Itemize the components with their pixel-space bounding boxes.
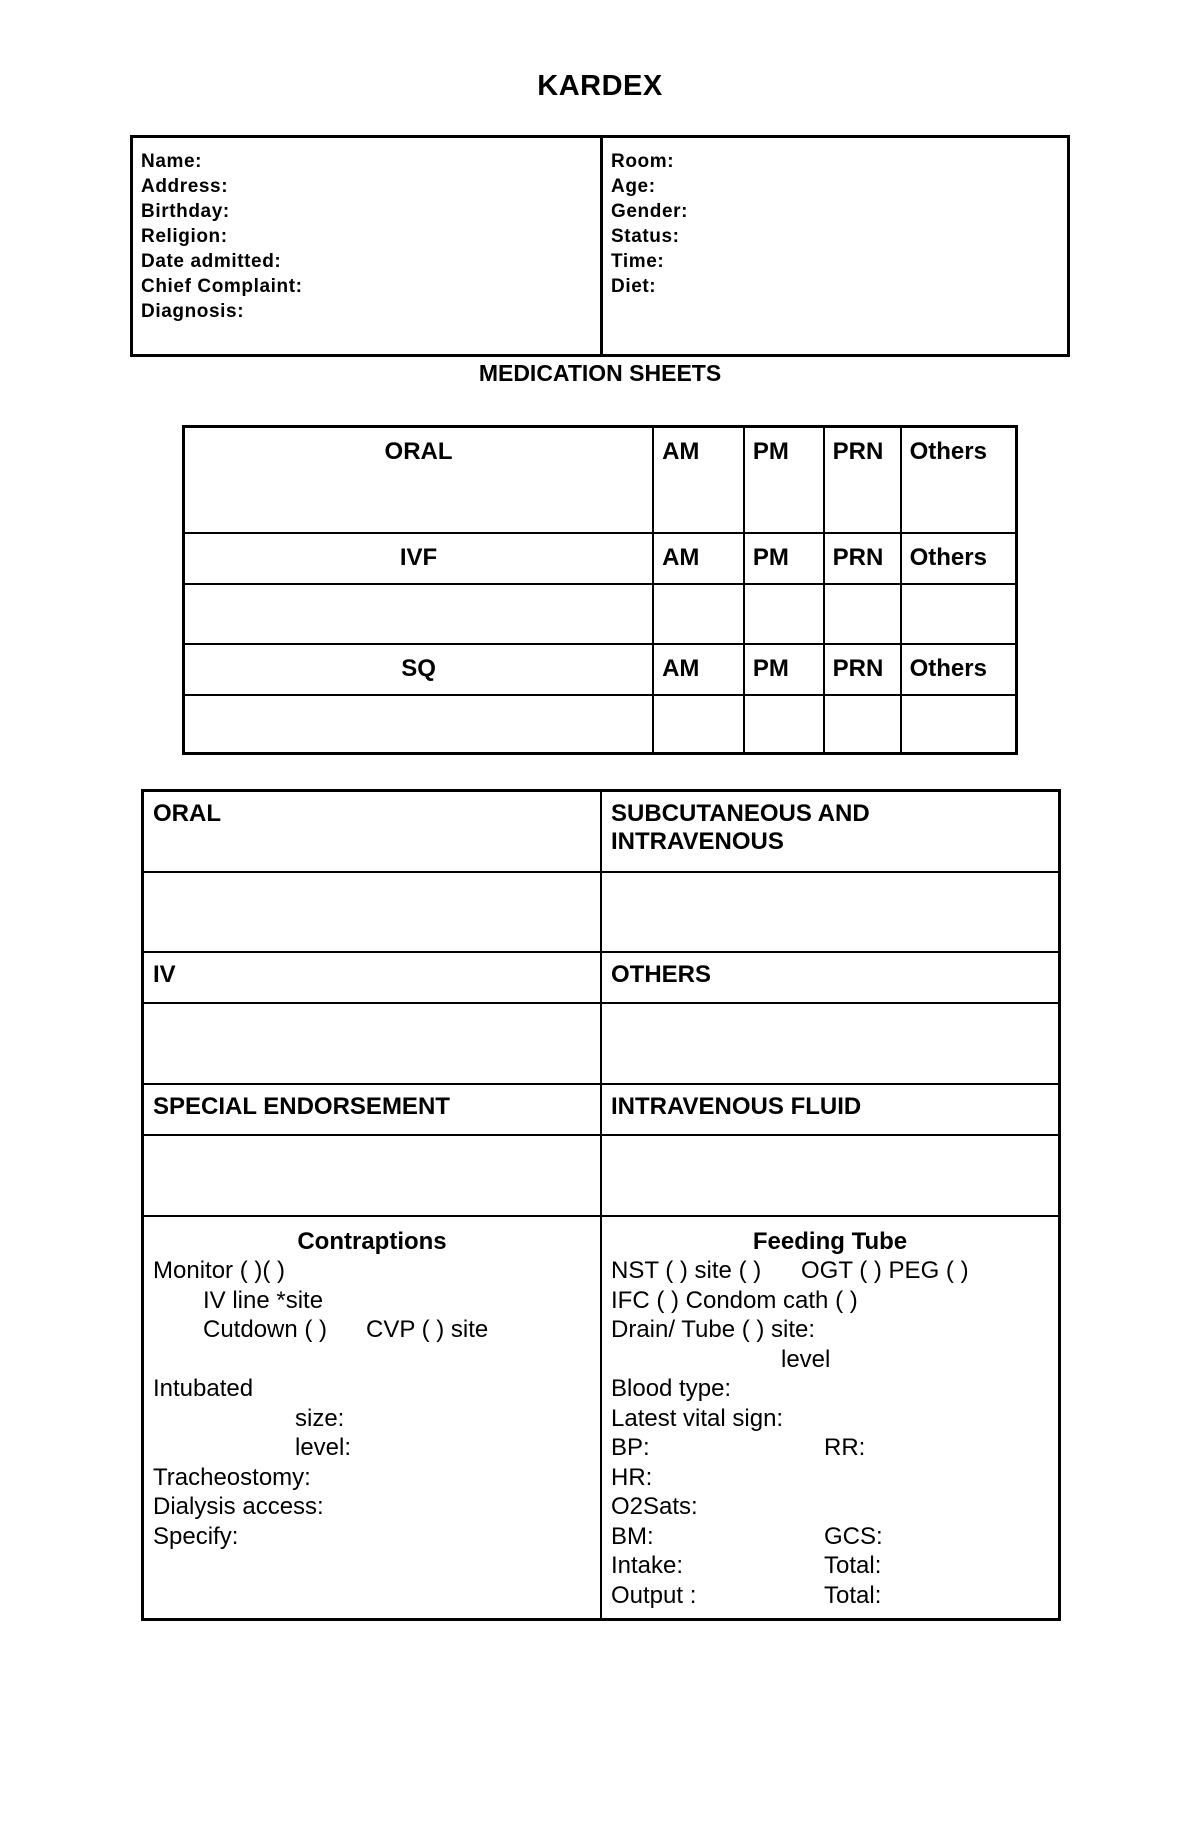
patient-info-divider xyxy=(600,138,603,354)
med-entry-cell[interactable] xyxy=(653,695,744,754)
field-name[interactable]: Name: xyxy=(141,151,203,172)
intake-total[interactable]: Total: xyxy=(824,1552,882,1579)
med-entry-cell[interactable] xyxy=(744,584,824,644)
contraptions-cutdown[interactable]: Cutdown ( ) xyxy=(203,1316,328,1343)
patient-info-left xyxy=(141,149,303,324)
section-iv-entry[interactable] xyxy=(143,1003,602,1084)
section-others-heading: OTHERS xyxy=(601,952,1060,1003)
med-entry-cell[interactable] xyxy=(824,584,901,644)
section-header-row xyxy=(143,791,1060,872)
contraptions-level[interactable]: level: xyxy=(295,1434,352,1461)
page-title: KARDEX xyxy=(537,70,663,102)
section-entry-row xyxy=(143,1135,1060,1216)
contraptions-specify[interactable]: Specify: xyxy=(153,1522,239,1550)
section-entry-row xyxy=(143,1003,1060,1084)
med-route-ivf: IVF xyxy=(184,533,654,584)
med-others: Others xyxy=(901,644,1017,695)
field-gender[interactable]: Gender: xyxy=(611,201,689,222)
med-others: Others xyxy=(901,533,1017,584)
feeding-tube-cell xyxy=(601,1216,1060,1620)
feeding-ifc[interactable]: IFC ( ) Condom cath ( ) xyxy=(611,1286,858,1314)
section-oral-heading: ORAL xyxy=(143,791,602,872)
field-chief-complaint[interactable]: Chief Complaint: xyxy=(141,276,303,297)
med-route-oral: ORAL xyxy=(184,427,654,533)
section-subq-iv-heading: SUBCUTANEOUS AND INTRAVENOUS xyxy=(601,791,1060,872)
field-diet[interactable]: Diet: xyxy=(611,276,657,297)
med-prn: PRN xyxy=(824,644,901,695)
med-entry-cell[interactable] xyxy=(901,584,1017,644)
med-header-row-oral xyxy=(184,427,1017,533)
med-prn: PRN xyxy=(824,427,901,533)
section-header-row xyxy=(143,1084,1060,1135)
field-diagnosis[interactable]: Diagnosis: xyxy=(141,301,245,322)
contraptions-block xyxy=(153,1227,591,1552)
section-others-entry[interactable] xyxy=(601,1003,1060,1084)
med-am: AM xyxy=(653,427,744,533)
medication-sheets-heading: MEDICATION SHEETS xyxy=(478,360,722,386)
med-entry-row-sq xyxy=(184,695,1017,754)
field-birthday[interactable]: Birthday: xyxy=(141,201,230,222)
med-others: Others xyxy=(901,427,1017,533)
med-route-sq: SQ xyxy=(184,644,654,695)
feeding-ogt-peg[interactable]: OGT ( ) PEG ( ) xyxy=(801,1257,969,1284)
field-date-admitted[interactable]: Date admitted: xyxy=(141,251,282,272)
field-religion[interactable]: Religion: xyxy=(141,226,228,247)
med-entry-cell[interactable] xyxy=(653,584,744,644)
med-prn: PRN xyxy=(824,533,901,584)
med-entry-row-ivf xyxy=(184,584,1017,644)
vital-o2sats[interactable]: O2Sats: xyxy=(611,1493,698,1520)
med-pm: PM xyxy=(744,644,824,695)
vital-gcs[interactable]: GCS: xyxy=(824,1522,883,1550)
vital-bp[interactable]: BP: xyxy=(611,1434,650,1461)
vital-rr[interactable]: RR: xyxy=(824,1434,866,1461)
contraptions-iv-line[interactable]: IV line *site xyxy=(203,1286,324,1314)
med-entry-cell[interactable] xyxy=(824,695,901,754)
field-time[interactable]: Time: xyxy=(611,251,665,272)
sections-table xyxy=(141,789,1061,1621)
section-header-row xyxy=(143,952,1060,1003)
section-special-endorsement-heading: SPECIAL ENDORSEMENT xyxy=(143,1084,602,1135)
contraptions-heading: Contraptions xyxy=(297,1227,447,1255)
field-room[interactable]: Room: xyxy=(611,151,675,172)
section-oral-entry[interactable] xyxy=(143,872,602,952)
section-entry-row xyxy=(143,872,1060,952)
section-details-row xyxy=(143,1216,1060,1620)
med-entry-cell[interactable] xyxy=(744,695,824,754)
section-subq-iv-entry[interactable] xyxy=(601,872,1060,952)
med-header-row-ivf xyxy=(184,533,1017,584)
contraptions-monitor[interactable]: Monitor ( )( ) xyxy=(153,1257,285,1284)
field-age[interactable]: Age: xyxy=(611,176,656,197)
feeding-drain[interactable]: Drain/ Tube ( ) site: xyxy=(611,1316,816,1343)
med-entry-cell[interactable] xyxy=(901,695,1017,754)
contraptions-size[interactable]: size: xyxy=(295,1404,345,1432)
intake[interactable]: Intake: xyxy=(611,1552,684,1579)
section-intravenous-fluid-heading: INTRAVENOUS FLUID xyxy=(601,1084,1060,1135)
contraptions-cvp[interactable]: CVP ( ) site xyxy=(366,1316,489,1343)
med-am: AM xyxy=(653,533,744,584)
feeding-tube-block xyxy=(611,1227,1049,1611)
med-header-row-sq xyxy=(184,644,1017,695)
section-special-endorsement-entry[interactable] xyxy=(143,1135,602,1216)
vital-hr[interactable]: HR: xyxy=(611,1463,653,1491)
section-iv-heading: IV xyxy=(143,952,602,1003)
med-am: AM xyxy=(653,644,744,695)
field-address[interactable]: Address: xyxy=(141,176,229,197)
vital-bm[interactable]: BM: xyxy=(611,1522,654,1550)
med-entry-cell[interactable] xyxy=(184,695,654,754)
contraptions-dialysis-access[interactable]: Dialysis access: xyxy=(153,1493,324,1520)
contraptions-tracheostomy[interactable]: Tracheostomy: xyxy=(153,1463,311,1491)
latest-vital-sign: Latest vital sign: xyxy=(611,1404,784,1432)
med-pm: PM xyxy=(744,427,824,533)
feeding-drain-level[interactable]: level xyxy=(781,1345,831,1373)
feeding-nst[interactable]: NST ( ) site ( ) xyxy=(611,1257,762,1284)
blood-type[interactable]: Blood type: xyxy=(611,1375,732,1402)
med-entry-cell[interactable] xyxy=(184,584,654,644)
feeding-tube-heading: Feeding Tube xyxy=(752,1227,908,1255)
field-status[interactable]: Status: xyxy=(611,226,680,247)
medication-table xyxy=(182,425,1018,755)
patient-info-box xyxy=(130,135,1070,357)
contraptions-cell xyxy=(143,1216,602,1620)
output-total[interactable]: Total: xyxy=(824,1581,882,1609)
med-pm: PM xyxy=(744,533,824,584)
section-intravenous-fluid-entry[interactable] xyxy=(601,1135,1060,1216)
contraptions-intubated[interactable]: Intubated xyxy=(153,1375,254,1402)
output[interactable]: Output : xyxy=(611,1581,697,1609)
patient-info-right xyxy=(611,149,688,299)
